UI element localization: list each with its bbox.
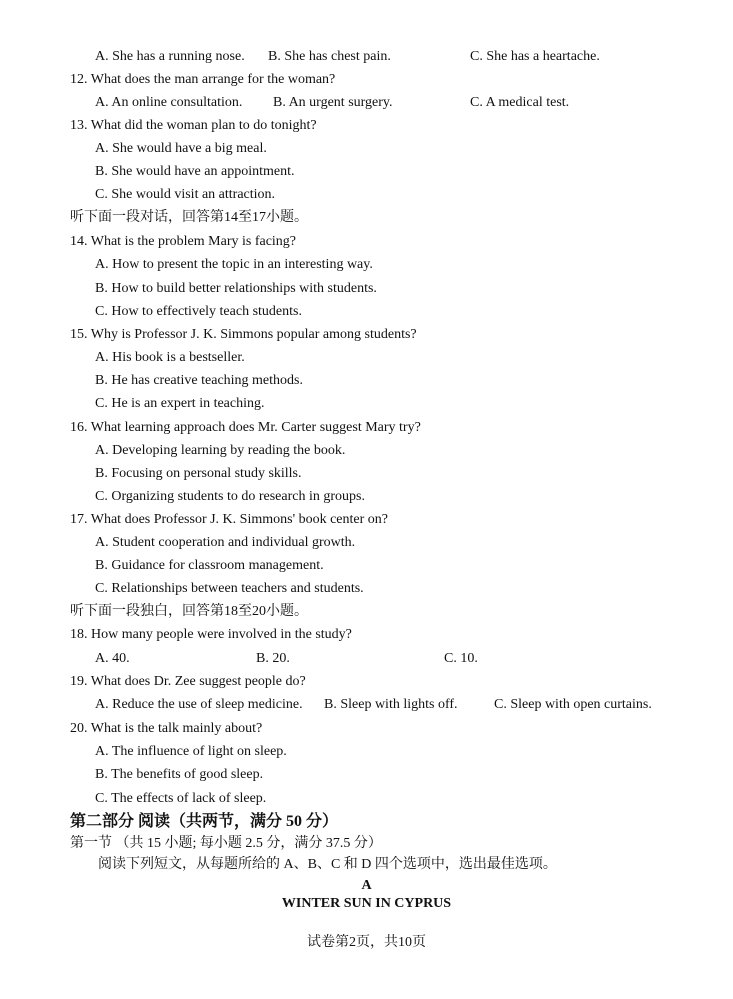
q12-option-b: B. An urgent surgery. <box>273 95 393 110</box>
q11-option-a: A. She has a running nose. <box>95 49 245 64</box>
q15-stem: 15. Why is Professor J. K. Simmons popular among students? <box>70 327 417 342</box>
q17-option-c: C. Relationships between teachers and students. <box>95 581 364 596</box>
q14-stem: 14. What is the problem Mary is facing? <box>70 234 297 249</box>
q13-option-a: A. She would have a big meal. <box>95 141 267 156</box>
q17-stem: 17. What does Professor J. K. Simmons' book center on? <box>70 512 389 527</box>
q20-option-c: C. The effects of lack of sleep. <box>95 791 267 806</box>
q18-option-c: C. 10. <box>444 651 478 666</box>
q14-option-b: B. How to build better relationships with students. <box>95 281 377 296</box>
q15-option-c: C. He is an expert in teaching. <box>95 396 265 411</box>
q16-stem: 16. What learning approach does Mr. Carter suggest Mary try? <box>70 420 421 435</box>
q16-option-c: C. Organizing students to do research in groups. <box>95 489 365 504</box>
q20-stem: 20. What is the talk mainly about? <box>70 721 263 736</box>
q17-option-b: B. Guidance for classroom management. <box>95 558 324 573</box>
q19-option-b: B. Sleep with lights off. <box>324 697 458 712</box>
q19-option-a: A. Reduce the use of sleep medicine. <box>95 697 303 712</box>
q15-option-b: B. He has creative teaching methods. <box>95 373 303 388</box>
page-footer: 试卷第2页，共10页 <box>307 935 426 950</box>
part2-section1: 第一节 （共 15 小题; 每小题 2.5 分，满分 37.5 分） <box>70 836 382 851</box>
q12-option-a: A. An online consultation. <box>95 95 243 110</box>
q12-option-c: C. A medical test. <box>470 95 570 110</box>
passage-title: WINTER SUN IN CYPRUS <box>281 896 452 911</box>
q19-stem: 19. What does Dr. Zee suggest people do? <box>70 674 306 689</box>
passage-letter: A <box>361 878 372 893</box>
q16-option-b: B. Focusing on personal study skills. <box>95 466 302 481</box>
q13-stem: 13. What did the woman plan to do tonight? <box>70 118 317 133</box>
q18-option-b: B. 20. <box>256 651 290 666</box>
q11-option-b: B. She has chest pain. <box>268 49 391 64</box>
q11-option-c: C. She has a heartache. <box>470 49 600 64</box>
q12-stem: 12. What does the man arrange for the woman? <box>70 72 336 87</box>
q13-option-c: C. She would visit an attraction. <box>95 187 276 202</box>
q16-option-a: A. Developing learning by reading the book. <box>95 443 346 458</box>
q18-option-a: A. 40. <box>95 651 130 666</box>
q20-option-a: A. The influence of light on sleep. <box>95 744 287 759</box>
part2-instruction: 阅读下列短文，从每题所给的 A、B、C 和 D 四个选项中，选出最佳选项。 <box>98 857 557 872</box>
instruction-18-20: 听下面一段独白，回答第18至20小题。 <box>70 604 308 619</box>
part2-title: 第二部分 阅读（共两节，满分 50 分） <box>70 813 339 830</box>
q20-option-b: B. The benefits of good sleep. <box>95 767 264 782</box>
q13-option-b: B. She would have an appointment. <box>95 164 295 179</box>
q17-option-a: A. Student cooperation and individual growth. <box>95 535 356 550</box>
q14-option-a: A. How to present the topic in an interesting way. <box>95 257 373 272</box>
q18-stem: 18. How many people were involved in the study? <box>70 627 352 642</box>
q14-option-c: C. How to effectively teach students. <box>95 304 302 319</box>
q19-option-c: C. Sleep with open curtains. <box>494 697 652 712</box>
instruction-14-17: 听下面一段对话，回答第14至17小题。 <box>70 210 308 225</box>
q15-option-a: A. His book is a bestseller. <box>95 350 245 365</box>
